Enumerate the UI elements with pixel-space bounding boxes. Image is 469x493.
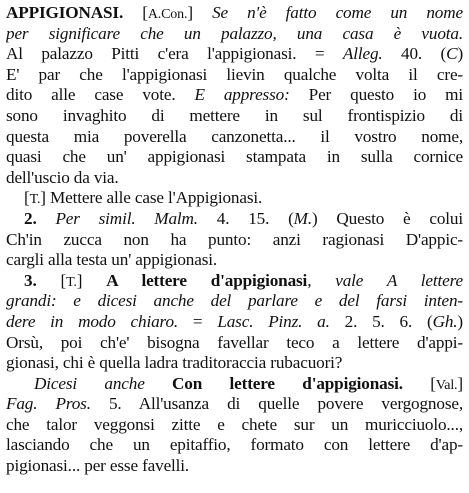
text-line bbox=[6, 333, 463, 354]
text-run: ) bbox=[457, 311, 463, 331]
text-run bbox=[37, 209, 56, 228]
text-run: ) bbox=[457, 44, 463, 64]
text-run: ] bbox=[187, 3, 213, 22]
text-run: gionasi, chi è quella ladra traditoraccia rubacuori? bbox=[6, 353, 343, 373]
text-run: pigionasi... per esse favelli. bbox=[6, 456, 190, 476]
text-line bbox=[6, 24, 463, 45]
text-run: ] bbox=[76, 270, 107, 290]
text-run: Con lettere d'appigionasi. bbox=[172, 373, 403, 393]
text-run: [ bbox=[36, 270, 67, 290]
text-run: Per questo io mi bbox=[289, 85, 463, 105]
text-run: dell'uscio da via. bbox=[6, 167, 119, 187]
text-run: vale A lettere bbox=[335, 270, 463, 290]
text-line bbox=[6, 456, 463, 477]
text-line bbox=[6, 271, 463, 292]
text-run: C bbox=[446, 44, 458, 64]
text-run: ) Questo è colui bbox=[312, 208, 463, 228]
text-run: M. bbox=[293, 208, 312, 228]
text-run: Ch'in zucca non ha punto: anzi ragionasi D'appic- bbox=[6, 229, 463, 249]
text-run: ] Mettere alle case l'Appigionasi. bbox=[40, 188, 263, 208]
text-run: Alleg. bbox=[342, 44, 383, 64]
text-line bbox=[6, 374, 463, 395]
text-run: quasi che un' appigionasi stampata in sulla cornice bbox=[6, 147, 463, 167]
text-run: [ bbox=[402, 373, 436, 393]
text-line bbox=[6, 394, 463, 415]
text-run: grandi: e dicesi anche del parlare e del farsi inten- bbox=[6, 291, 463, 311]
text-run: Dicesi anche bbox=[34, 373, 145, 393]
text-line bbox=[6, 291, 463, 312]
text-run: ] bbox=[457, 373, 463, 393]
text-run: Val. bbox=[435, 377, 458, 393]
text-run: questa mia poverella canzonetta... il vostro nome, bbox=[6, 126, 463, 146]
text-run: 4. 15. ( bbox=[197, 208, 294, 228]
text-line bbox=[6, 415, 463, 436]
text-line bbox=[6, 230, 463, 251]
text-run: = bbox=[178, 311, 218, 331]
text-run: Gh. bbox=[432, 311, 458, 331]
text-run: E' par che l'appigionasi lievin qualche volta il cre- bbox=[6, 64, 463, 84]
text-run: [ bbox=[24, 188, 30, 208]
text-run: sono invaghito di mettere in sul frontispizio di bbox=[6, 105, 463, 125]
text-run bbox=[145, 374, 172, 393]
text-line bbox=[6, 209, 463, 230]
dictionary-entry-appigionasi bbox=[6, 3, 463, 477]
text-run: Orsù, poi ch'e' bisogna favellar teco a lettere d'appi- bbox=[6, 332, 463, 352]
text-line bbox=[6, 312, 463, 333]
text-line bbox=[6, 65, 463, 86]
text-run: 40. ( bbox=[382, 44, 447, 64]
text-run: 2. bbox=[24, 208, 37, 228]
text-line bbox=[6, 44, 463, 65]
text-run: E appresso: bbox=[194, 85, 290, 105]
text-line bbox=[6, 168, 463, 189]
text-run: per significare che un palazzo, una casa è vuota. bbox=[6, 23, 463, 43]
text-line bbox=[6, 188, 463, 209]
text-run: T. bbox=[29, 192, 41, 208]
text-line bbox=[6, 3, 463, 24]
text-run: , bbox=[307, 270, 336, 290]
text-run: dere in modo chiaro. bbox=[6, 311, 179, 331]
text-run: [ bbox=[123, 3, 148, 22]
text-line bbox=[6, 85, 463, 106]
text-line bbox=[6, 353, 463, 374]
text-line bbox=[6, 250, 463, 271]
text-line bbox=[6, 106, 463, 127]
text-run: cargli alla testa un' appigionasi. bbox=[6, 250, 218, 270]
text-run: lasciando che un epitaffio, formato con lettere d'ap- bbox=[6, 435, 463, 455]
text-run: 3. bbox=[24, 270, 37, 290]
text-run: dito alle case vote. bbox=[6, 85, 195, 105]
text-run: T. bbox=[66, 274, 77, 290]
text-run: 5. All'usanza di quelle povere vergognose, bbox=[90, 394, 463, 414]
text-run: APPIGIONASI. bbox=[6, 3, 124, 22]
text-run: 2. 5. 6. ( bbox=[329, 311, 433, 331]
text-line bbox=[6, 127, 463, 148]
text-run: A.Con. bbox=[147, 7, 188, 22]
text-run: Fag. Pros. bbox=[6, 394, 91, 414]
text-run: A lettere d'appigionasi bbox=[106, 270, 308, 290]
text-line bbox=[6, 435, 463, 456]
text-run: Lasc. Pinz. a. bbox=[217, 311, 330, 331]
text-run: Se n'è fatto come un nome bbox=[212, 3, 463, 22]
text-run: Al palazzo Pitti c'era l'appigionasi. = bbox=[6, 44, 343, 64]
text-run: Per simil. Malm. bbox=[55, 208, 198, 228]
text-line bbox=[6, 147, 463, 168]
text-run: che talor veggonsi zitte e chete sur un muricciuolo..., bbox=[6, 414, 463, 434]
